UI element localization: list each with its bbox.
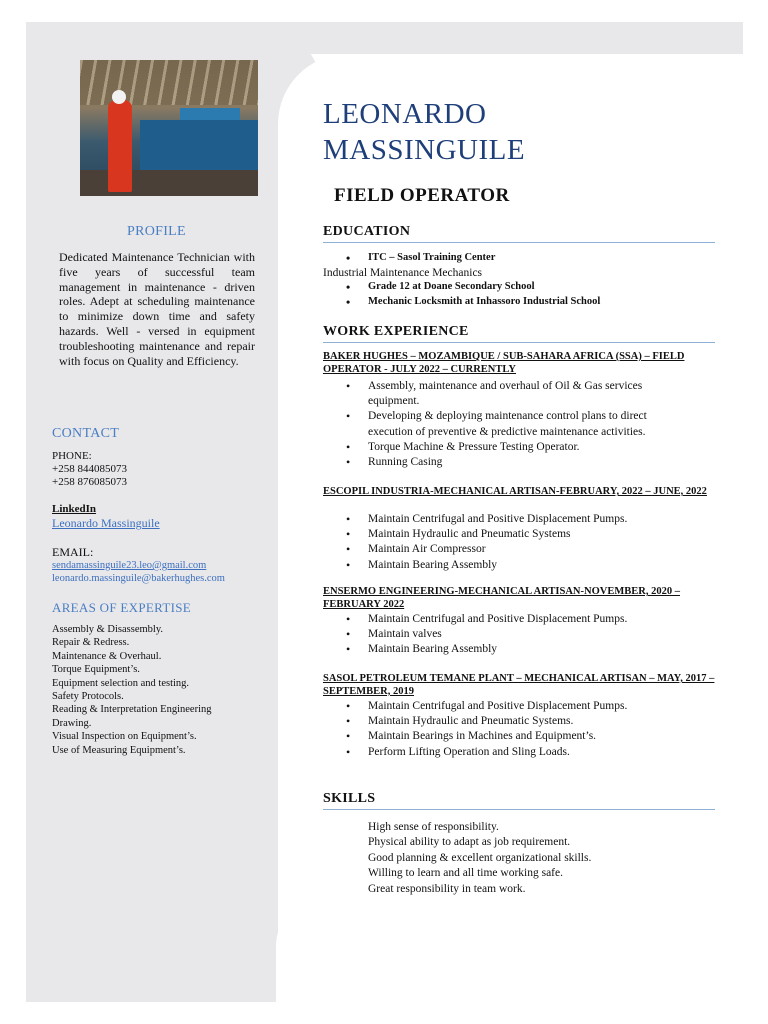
list-item: • Maintain Bearings in Machines and Equipment’s.	[323, 729, 683, 744]
expertise-heading: AREAS OF EXPERTISE	[52, 600, 191, 615]
profile-heading: PROFILE	[127, 224, 186, 239]
list-item: • ITC – Sasol Training Center	[323, 251, 715, 266]
list-item: Willing to learn and all time working safe.	[368, 867, 563, 880]
email-block	[52, 545, 272, 585]
job-list	[323, 612, 683, 658]
contact-heading: CONTACT	[52, 426, 120, 441]
education-plain: Industrial Maintenance Mechanics	[323, 266, 483, 279]
list-item: Assembly & Disassembly.	[52, 624, 164, 635]
profile-text: Dedicated Maintenance Technician with five years of successful team management in maintenance - driven roles. Adept at scheduling maintenance to minimize down time and safety hazards. Well - versed in equipment troubleshooting maintenance and repair with focus on Quality and Efficiency.	[59, 250, 255, 368]
list-item: Great responsibility in team work.	[368, 882, 526, 895]
list-item: High sense of responsibility.	[368, 821, 499, 833]
page-title	[323, 96, 525, 168]
expertise-list	[52, 623, 272, 757]
list-item: Torque Equipment’s.	[52, 664, 140, 676]
phone-label: PHONE:	[52, 450, 92, 462]
list-item: • Perform Lifting Operation and Sling Loads.	[323, 745, 683, 760]
list-item: • Mechanic Locksmith at Inhassoro Industrial School	[323, 295, 715, 310]
list-item: Maintenance & Overhaul.	[52, 650, 162, 662]
email-link[interactable]: sendamassinguile23.leo@gmail.com	[52, 560, 207, 571]
list-item: • Maintain Hydraulic and Pneumatic Systems	[323, 527, 683, 542]
education-heading: EDUCATION	[323, 224, 715, 243]
job-role: FIELD OPERATOR	[334, 185, 510, 206]
list-item: • Maintain Bearing Assembly	[323, 558, 683, 573]
job-title: ENSERMO ENGINEERING-MECHANICAL ARTISAN-NOVEMBER, 2020 – FEBRUARY 2022	[323, 586, 680, 610]
phone-number: +258 876085073	[52, 476, 127, 489]
list-item: Visual Inspection on Equipment’s.	[52, 731, 197, 743]
list-item: • Maintain Centrifugal and Positive Displacement Pumps.	[323, 512, 683, 527]
education-list	[323, 251, 715, 309]
list-item: Repair & Redress.	[52, 637, 130, 649]
list-item: • Maintain Bearing Assembly	[323, 642, 683, 657]
list-item: Equipment selection and testing.	[52, 677, 190, 689]
list-item: • Assembly, maintenance and overhaul of Oil & Gas services equipment.	[323, 379, 683, 409]
list-item: • Torque Machine & Pressure Testing Operator.	[323, 440, 683, 455]
list-item: Use of Measuring Equipment’s.	[52, 744, 186, 756]
name-line: LEONARDO	[323, 98, 487, 130]
list-item: • Maintain Centrifugal and Positive Displacement Pumps.	[323, 699, 683, 714]
job-title: BAKER HUGHES – MOZAMBIQUE / SUB-SAHARA AFRICA (SSA) – FIELD OPERATOR - JULY 2022 – CURRENTLY	[323, 351, 685, 375]
job-list	[323, 379, 683, 470]
skills-heading: SKILLS	[323, 791, 715, 810]
work-heading: WORK EXPERIENCE	[323, 324, 715, 343]
linkedin-link[interactable]: Leonardo Massinguile	[52, 516, 160, 531]
phone-block	[52, 450, 272, 490]
name-line: MASSINGUILE	[323, 134, 526, 166]
job-list	[323, 512, 683, 573]
list-item: • Maintain Hydraulic and Pneumatic Systems.	[323, 714, 683, 729]
list-item: • Maintain valves	[323, 627, 683, 642]
list-item: • Maintain Air Compressor	[323, 542, 683, 557]
email-label: EMAIL:	[52, 545, 94, 559]
job-title: SASOL PETROLEUM TEMANE PLANT – MECHANICAL ARTISAN – MAY, 2017 – SEPTEMBER, 2019	[323, 673, 715, 697]
list-item: Physical ability to adapt as job requirement.	[368, 836, 571, 849]
job-title: ESCOPIL INDUSTRIA-MECHANICAL ARTISAN-FEBRUARY, 2022 – JUNE, 2022	[323, 486, 707, 497]
list-item: • Running Casing	[323, 455, 683, 470]
phone-number: +258 844085073	[52, 463, 127, 476]
linkedin-block	[52, 503, 272, 531]
list-item: Reading & Interpretation Engineering	[52, 704, 212, 716]
email-link[interactable]: leonardo.massinguile@bakerhughes.com	[52, 573, 225, 584]
list-item: Drawing.	[52, 717, 92, 729]
list-item: • Grade 12 at Doane Secondary School	[323, 280, 715, 295]
list-item: Good planning & excellent organizational skills.	[368, 851, 592, 864]
linkedin-label: LinkedIn	[52, 503, 97, 515]
profile-photo	[80, 60, 258, 196]
list-item: • Developing & deploying maintenance control plans to direct execution of preventive & predictive maintenance activities.	[323, 409, 683, 439]
skills-list	[368, 820, 591, 897]
job-list	[323, 699, 683, 760]
list-item: • Maintain Centrifugal and Positive Displacement Pumps.	[323, 612, 683, 627]
list-item: Safety Protocols.	[52, 691, 124, 703]
